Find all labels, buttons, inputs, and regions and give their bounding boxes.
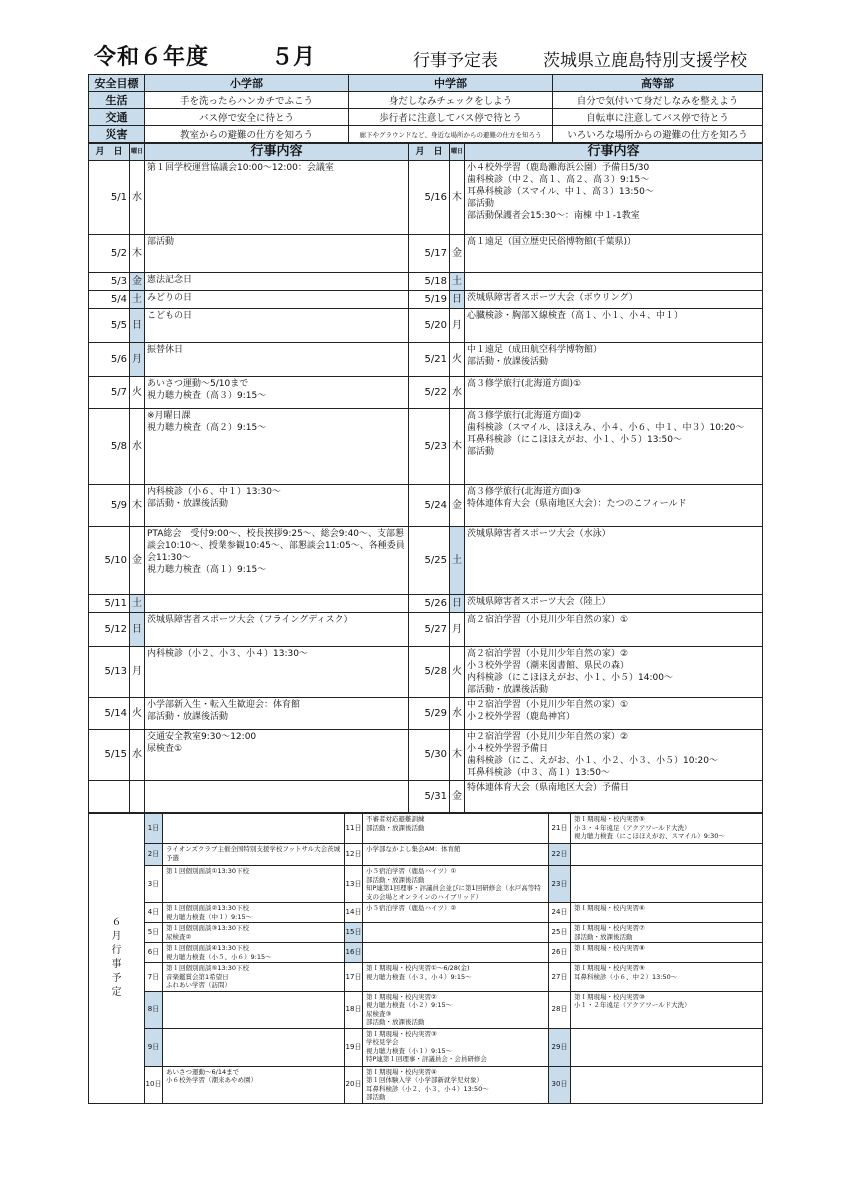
schedule-row bbox=[89, 309, 763, 343]
june-event: 第１回個別面談⑤13:30下校 音楽鑑賞会第1希望日 ふれあい学習（訪問） bbox=[163, 963, 345, 992]
schedule-content: 高３修学旅行(北海道方面)① bbox=[465, 377, 763, 409]
june-event bbox=[363, 943, 549, 963]
june-row bbox=[89, 844, 763, 866]
safety-head-goal: 安全目標 bbox=[89, 75, 145, 92]
schedule-row bbox=[89, 781, 763, 813]
june-day: 30日 bbox=[549, 1066, 571, 1103]
june-event: 第Ｉ期現場・校内実習⑦ 部活動・放課後活動 bbox=[571, 923, 763, 943]
content-head: 行事内容 bbox=[145, 144, 409, 161]
schedule-content bbox=[145, 595, 409, 613]
june-day: 18日 bbox=[345, 991, 363, 1028]
schedule-dow: 金 bbox=[450, 781, 465, 813]
june-day: 27日 bbox=[549, 963, 571, 992]
schedule-date: 5/11 bbox=[89, 595, 130, 613]
schedule-row bbox=[89, 595, 763, 613]
june-day: 25日 bbox=[549, 923, 571, 943]
june-event bbox=[163, 991, 345, 1028]
schedule-dow: 木 bbox=[130, 235, 145, 273]
schedule-dow: 木 bbox=[450, 161, 465, 235]
june-event bbox=[363, 923, 549, 943]
schedule-row bbox=[89, 377, 763, 409]
schedule-dow: 土 bbox=[450, 527, 465, 595]
schedule-dow: 月 bbox=[450, 309, 465, 343]
era-year: 令和６年度 bbox=[94, 45, 210, 70]
safety-cell: 廊下やグラウンドなど、身近な場所からの避難の仕方を知ろう bbox=[349, 126, 553, 143]
schedule-date: 5/2 bbox=[89, 235, 130, 273]
june-day: 7日 bbox=[145, 963, 163, 992]
june-row bbox=[89, 903, 763, 923]
schedule-dow: 火 bbox=[130, 377, 145, 409]
june-row bbox=[89, 814, 763, 844]
schedule-date bbox=[89, 781, 130, 813]
june-side-char: 月 bbox=[111, 931, 122, 943]
schedule-row bbox=[89, 343, 763, 377]
june-day: 17日 bbox=[345, 963, 363, 992]
june-event bbox=[571, 1028, 763, 1066]
schedule-date: 5/20 bbox=[409, 309, 450, 343]
schedule-dow: 水 bbox=[130, 730, 145, 781]
june-day: 1日 bbox=[145, 814, 163, 844]
schedule-row bbox=[89, 730, 763, 781]
june-row bbox=[89, 991, 763, 1028]
safety-label-traffic: 交通 bbox=[89, 109, 145, 126]
june-day: 20日 bbox=[345, 1066, 363, 1103]
june-day: 22日 bbox=[549, 844, 571, 866]
schedule-dow: 月 bbox=[450, 613, 465, 647]
schedule-content: 中２宿泊学習（小見川少年自然の家）② 小４校外学習予備日 歯科検診（にこ、えがお、小１、小２、小３、小５）10:20～ 耳鼻科検診（中３、高１）13:50～ bbox=[465, 730, 763, 781]
schedule-date: 5/15 bbox=[89, 730, 130, 781]
june-day: 4日 bbox=[145, 903, 163, 923]
june-row bbox=[89, 923, 763, 943]
schedule-date: 5/22 bbox=[409, 377, 450, 409]
june-event: 第Ｉ期現場・校内実習② 視力聴力検査（小２）9:15～ 尿検査③ 部活動・放課後活動 bbox=[363, 991, 549, 1028]
schedule-date: 5/29 bbox=[409, 698, 450, 730]
schedule-dow: 火 bbox=[450, 343, 465, 377]
month-title: ５月 bbox=[271, 45, 316, 70]
june-event: ライオンズクラブ主催全国特別支援学校フットサル大会茨城予選 bbox=[163, 844, 345, 866]
schedule-date: 5/30 bbox=[409, 730, 450, 781]
schedule-dow: 金 bbox=[450, 235, 465, 273]
school-name: 茨城県立鹿島特別支援学校 bbox=[543, 51, 747, 71]
schedule-date: 5/3 bbox=[89, 273, 130, 291]
june-day: 14日 bbox=[345, 903, 363, 923]
safety-cell: 歩行者に注意してバス停で待とう bbox=[349, 109, 553, 126]
schedule-content: 茨城県障害者スポーツ大会（ボウリング） bbox=[465, 291, 763, 309]
schedule-dow: 日 bbox=[450, 291, 465, 309]
schedule-dow: 火 bbox=[450, 647, 465, 698]
schedule-date: 5/9 bbox=[89, 485, 130, 527]
schedule-dow: 水 bbox=[450, 377, 465, 409]
june-row bbox=[89, 866, 763, 903]
schedule-date: 5/8 bbox=[89, 409, 130, 485]
safety-head-elementary: 小学部 bbox=[145, 75, 349, 92]
schedule-content: 心臓検診・胸部Ｘ線検査（高１、小１、小４、中１） bbox=[465, 309, 763, 343]
schedule-date: 5/10 bbox=[89, 527, 130, 595]
june-day: 23日 bbox=[549, 866, 571, 903]
june-event bbox=[571, 844, 763, 866]
june-side-char: 予 bbox=[111, 973, 122, 985]
schedule-dow: 日 bbox=[450, 595, 465, 613]
june-event: 第Ｉ期現場・校内実習⑥ bbox=[571, 903, 763, 923]
schedule-row bbox=[89, 698, 763, 730]
safety-head-junior: 中学部 bbox=[349, 75, 553, 92]
schedule-dow: 日 bbox=[130, 309, 145, 343]
schedule-date: 5/21 bbox=[409, 343, 450, 377]
june-row bbox=[89, 1028, 763, 1066]
dow-head: 曜日 bbox=[130, 144, 145, 161]
schedule-content: PTA総会 受付9:00～、校長挨拶9:25～、総会9:40～、支部懇談会10:10～、授業参観10:45～、部懇談会11:05～、各種委員会11:30～ 視力聴力検査（高１）9:15～ bbox=[145, 527, 409, 595]
june-event bbox=[571, 1066, 763, 1103]
schedule-dow: 月 bbox=[130, 647, 145, 698]
schedule-date: 5/17 bbox=[409, 235, 450, 273]
schedule-row bbox=[89, 161, 763, 235]
june-side-char: 事 bbox=[111, 959, 122, 971]
schedule-date: 5/4 bbox=[89, 291, 130, 309]
schedule-date: 5/28 bbox=[409, 647, 450, 698]
june-day: 6日 bbox=[145, 943, 163, 963]
schedule-content: 内科検診（小２、小３、小４）13:30～ bbox=[145, 647, 409, 698]
schedule-dow: 水 bbox=[130, 409, 145, 485]
safety-label-life: 生活 bbox=[89, 92, 145, 109]
schedule-content: 高３修学旅行(北海道方面)③ 特体連体育大会（県南地区大会）：たつのこフィールド bbox=[465, 485, 763, 527]
june-event: 第１回個別面談③13:30下校 尿検査② bbox=[163, 923, 345, 943]
schedule-content: 内科検診（小６、中１）13:30～ 部活動・放課後活動 bbox=[145, 485, 409, 527]
schedule-date: 5/5 bbox=[89, 309, 130, 343]
june-day: 24日 bbox=[549, 903, 571, 923]
schedule-dow: 火 bbox=[130, 698, 145, 730]
schedule-content: 特体連体育大会（県南地区大会）予備日 bbox=[465, 781, 763, 813]
schedule-content: 高３修学旅行(北海道方面)② 歯科検診（スマイル、ほほえみ、小４、小６、中１、中３）10:20～ 耳鼻科検診（にこほほえがお、小１、小５）13:50～ 部活動 bbox=[465, 409, 763, 485]
schedule-row bbox=[89, 527, 763, 595]
june-side-char: 行 bbox=[111, 945, 122, 957]
june-day: 3日 bbox=[145, 866, 163, 903]
schedule-content: 高２宿泊学習（小見川少年自然の家）② 小３校外学習（潮来図書館、県民の森） 内科検診（にこほほえがお、小１、小５）14:00～ 部活動・放課後活動 bbox=[465, 647, 763, 698]
schedule-dow: 日 bbox=[130, 613, 145, 647]
schedule-content: 交通安全教室9:30～12:00 尿検査① bbox=[145, 730, 409, 781]
june-day: 10日 bbox=[145, 1066, 163, 1103]
schedule-dow: 木 bbox=[450, 730, 465, 781]
june-event bbox=[163, 1028, 345, 1066]
june-event: 第１回個別面談①13:30下校 bbox=[163, 866, 345, 903]
june-event: 第１回個別面談④13:30下校 視力聴力検査（小５、小６）9:15～ bbox=[163, 943, 345, 963]
schedule-row bbox=[89, 485, 763, 527]
safety-label-disaster: 災害 bbox=[89, 126, 145, 143]
schedule-dow: 金 bbox=[130, 527, 145, 595]
schedule-content: みどりの日 bbox=[145, 291, 409, 309]
schedule-content: 小４校外学習（鹿島灘海浜公園）予備日5/30 歯科検診（中２、高１、高２、高３）9:15～ 耳鼻科検診（スマイル、中１、高３）13:50～ 部活動 部活動保護者会15:30～：南棟 中１-1教室 bbox=[465, 161, 763, 235]
schedule-date: 5/14 bbox=[89, 698, 130, 730]
schedule-dow: 土 bbox=[130, 595, 145, 613]
schedule-content: 第１回学校運営協議会10:00～12:00：会議室 bbox=[145, 161, 409, 235]
date-head: 月 日 bbox=[89, 144, 130, 161]
page-header bbox=[88, 40, 762, 74]
schedule-date: 5/16 bbox=[409, 161, 450, 235]
schedule-content: 茨城県障害者スポーツ大会（フライングディスク） bbox=[145, 613, 409, 647]
june-side-label bbox=[89, 814, 145, 1104]
schedule-date: 5/27 bbox=[409, 613, 450, 647]
safety-cell: 教室からの避難の仕方を知ろう bbox=[145, 126, 349, 143]
schedule-dow: 月 bbox=[130, 343, 145, 377]
schedule-date: 5/12 bbox=[89, 613, 130, 647]
june-event: 第Ｉ期現場・校内実習⑨ 耳鼻科検診（小６、中２）13:50～ bbox=[571, 963, 763, 992]
schedule-dow: 木 bbox=[130, 485, 145, 527]
june-event: 小５宿泊学習（鹿島ハイツ）② bbox=[363, 903, 549, 923]
june-event: 第Ｉ期現場・校内実習⑧ bbox=[571, 943, 763, 963]
june-day: 21日 bbox=[549, 814, 571, 844]
june-schedule-table bbox=[88, 813, 763, 1104]
schedule-content: 中１遠足（成田航空科学博物館） 部活動・放課後活動 bbox=[465, 343, 763, 377]
june-day: 26日 bbox=[549, 943, 571, 963]
schedule-content: 高２宿泊学習（小見川少年自然の家）① bbox=[465, 613, 763, 647]
schedule-date: 5/18 bbox=[409, 273, 450, 291]
schedule-dow: 土 bbox=[450, 273, 465, 291]
schedule-date: 5/13 bbox=[89, 647, 130, 698]
schedule-date: 5/24 bbox=[409, 485, 450, 527]
schedule-content: 部活動 bbox=[145, 235, 409, 273]
schedule-content: 小学部新入生・転入生歓迎会：体育館 部活動・放課後活動 bbox=[145, 698, 409, 730]
schedule-content: 中２宿泊学習（小見川少年自然の家）① 小２校外学習（鹿島神宮） bbox=[465, 698, 763, 730]
june-event: 第Ｉ期現場・校内実習⑩ 小１・２年遠足（アクアワールド大洗） bbox=[571, 991, 763, 1028]
june-side-char: 定 bbox=[111, 987, 122, 999]
june-day: 15日 bbox=[345, 923, 363, 943]
content-head: 行事内容 bbox=[465, 144, 763, 161]
safety-cell: 手を洗ったらハンカチでふこう bbox=[145, 92, 349, 109]
june-row bbox=[89, 963, 763, 992]
june-event: 第Ｉ期現場・校内実習④ 第１回体験入学（小学部新就学児対象） 耳鼻科検診（小２、小３、小４）13:50～ 部活動 bbox=[363, 1066, 549, 1103]
schedule-page bbox=[88, 40, 762, 1104]
date-head: 月 日 bbox=[409, 144, 450, 161]
schedule-content: こどもの日 bbox=[145, 309, 409, 343]
schedule-date: 5/19 bbox=[409, 291, 450, 309]
june-day: 13日 bbox=[345, 866, 363, 903]
june-event: 小学部なかよし集会AM：体育館 bbox=[363, 844, 549, 866]
schedule-date: 5/26 bbox=[409, 595, 450, 613]
june-day: 9日 bbox=[145, 1028, 163, 1066]
safety-cell: 身だしなみチェックをしよう bbox=[349, 92, 553, 109]
june-day: 16日 bbox=[345, 943, 363, 963]
safety-cell: バス停で安全に待とう bbox=[145, 109, 349, 126]
may-schedule-table bbox=[88, 143, 763, 813]
june-row bbox=[89, 1066, 763, 1103]
june-day: 2日 bbox=[145, 844, 163, 866]
safety-head-senior: 高等部 bbox=[553, 75, 763, 92]
june-day: 11日 bbox=[345, 814, 363, 844]
june-day: 12日 bbox=[345, 844, 363, 866]
june-day: 8日 bbox=[145, 991, 163, 1028]
schedule-content: 振替休日 bbox=[145, 343, 409, 377]
schedule-dow: 土 bbox=[130, 291, 145, 309]
schedule-date: 5/6 bbox=[89, 343, 130, 377]
june-day: 29日 bbox=[549, 1028, 571, 1066]
schedule-dow: 金 bbox=[130, 273, 145, 291]
schedule-date: 5/1 bbox=[89, 161, 130, 235]
schedule-content bbox=[145, 781, 409, 813]
schedule-content bbox=[465, 273, 763, 291]
schedule-row bbox=[89, 613, 763, 647]
schedule-dow bbox=[130, 781, 145, 813]
safety-cell: いろいろな場所からの避難の仕方を知ろう bbox=[553, 126, 763, 143]
schedule-dow: 水 bbox=[130, 161, 145, 235]
schedule-row bbox=[89, 647, 763, 698]
schedule-content: 茨城県障害者スポーツ大会（陸上） bbox=[465, 595, 763, 613]
june-event: 第Ｉ期現場・校内実習①～6/28(金) 視力聴力検査（小３、小４）9:15～ bbox=[363, 963, 549, 992]
schedule-row bbox=[89, 235, 763, 273]
june-side-char: ６ bbox=[111, 917, 122, 929]
june-day: 5日 bbox=[145, 923, 163, 943]
june-event bbox=[163, 814, 345, 844]
schedule-dow: 木 bbox=[450, 409, 465, 485]
schedule-content: 茨城県障害者スポーツ大会（水泳） bbox=[465, 527, 763, 595]
june-row bbox=[89, 943, 763, 963]
schedule-date: 5/31 bbox=[409, 781, 450, 813]
june-event: あいさつ運動～6/14まで 小６校外学習（潮来あやめ園） bbox=[163, 1066, 345, 1103]
safety-cell: 自分で気付いて身だしなみを整えよう bbox=[553, 92, 763, 109]
june-day: 19日 bbox=[345, 1028, 363, 1066]
schedule-row bbox=[89, 273, 763, 291]
doc-title: 行事予定表 bbox=[413, 51, 498, 71]
schedule-content: 高１遠足（国立歴史民俗博物館(千葉県)） bbox=[465, 235, 763, 273]
june-day: 28日 bbox=[549, 991, 571, 1028]
schedule-date: 5/25 bbox=[409, 527, 450, 595]
june-event: 第Ｉ期現場・校内実習⑤ 小３・４年遠足（アクアワールド大洗） 視力聴力検査（にこほほえがお、スマイル）9:30～ bbox=[571, 814, 763, 844]
schedule-content: 憲法記念日 bbox=[145, 273, 409, 291]
june-event: 不審者対応避難訓練 部活動・放課後活動 bbox=[363, 814, 549, 844]
june-event: 第１回個別面談②13:30下校 視力聴力検査（中１）9:15～ bbox=[163, 903, 345, 923]
dow-head: 曜日 bbox=[450, 144, 465, 161]
schedule-date: 5/23 bbox=[409, 409, 450, 485]
schedule-content: ※月曜日課 視力聴力検査（高２）9:15～ bbox=[145, 409, 409, 485]
june-event: 第Ｉ期現場・校内実習③ 学校見学会 視力聴力検査（小１）9:15～ 特P連第１回理事・評議員会・会員研修会 bbox=[363, 1028, 549, 1066]
schedule-date: 5/7 bbox=[89, 377, 130, 409]
schedule-content: あいさつ運動～5/10まで 視力聴力検査（高３）9:15～ bbox=[145, 377, 409, 409]
june-event: 小５宿泊学習（鹿島ハイツ）① 部活動・放課後活動 知P連第1回理事・評議員会並びに第1回研修会（水戸高等特支の会場とオンラインのハイブリッド） bbox=[363, 866, 549, 903]
schedule-row bbox=[89, 409, 763, 485]
safety-goals-table bbox=[88, 74, 763, 143]
schedule-row bbox=[89, 291, 763, 309]
safety-cell: 自転車に注意してバス停で待とう bbox=[553, 109, 763, 126]
schedule-dow: 水 bbox=[450, 698, 465, 730]
june-event bbox=[571, 866, 763, 903]
schedule-dow: 金 bbox=[450, 485, 465, 527]
